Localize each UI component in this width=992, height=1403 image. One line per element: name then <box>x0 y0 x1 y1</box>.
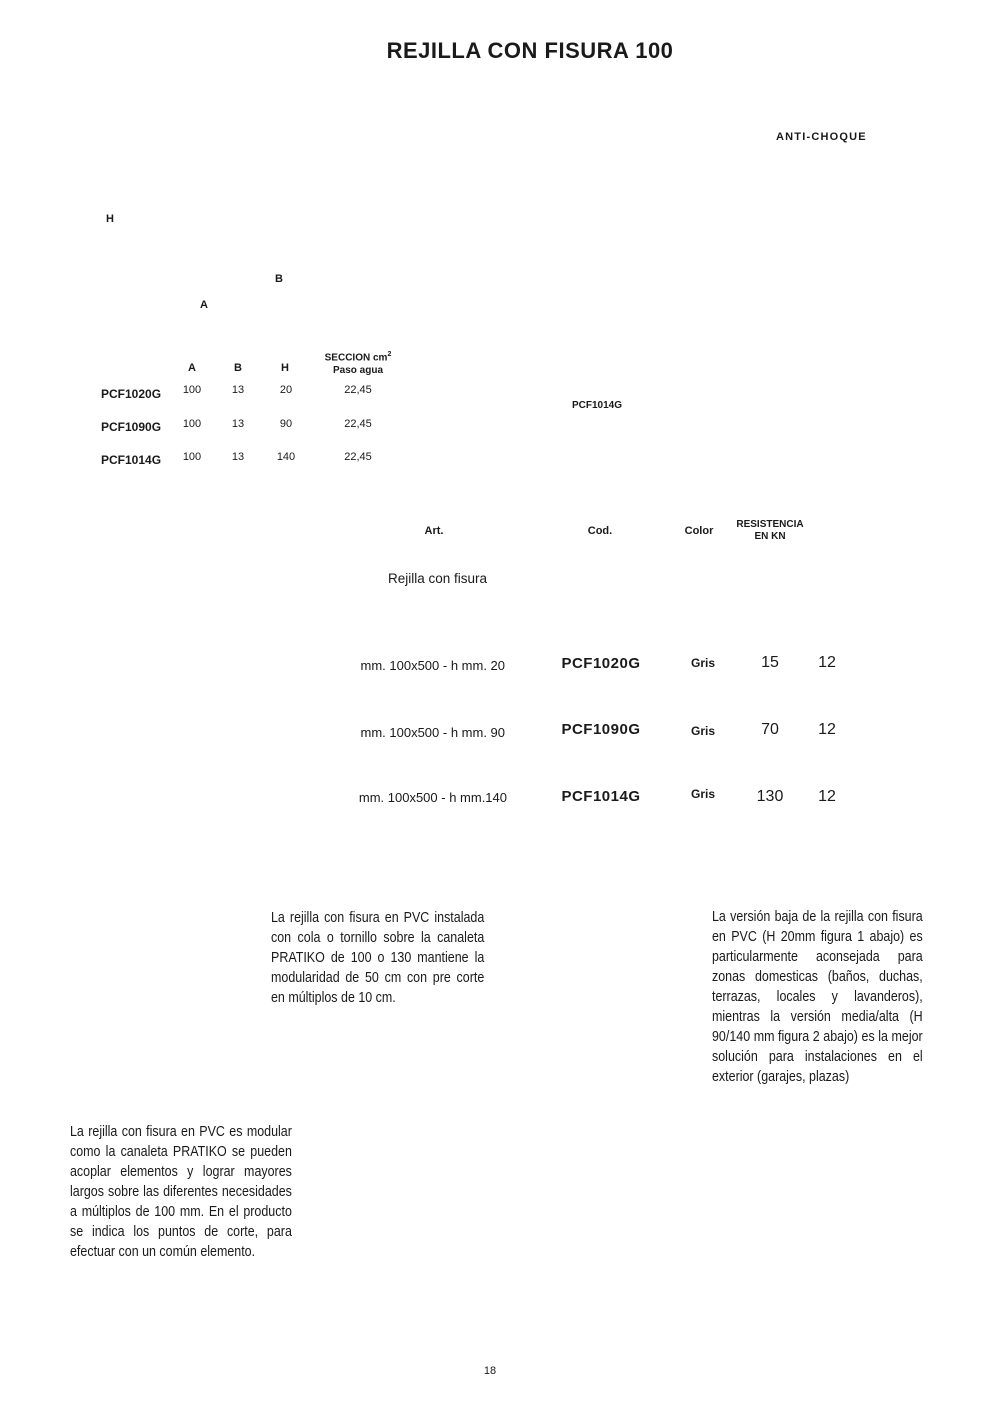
dim-row-section: 22,45 <box>344 418 372 430</box>
product-resistance: 15 <box>761 654 779 671</box>
dim-header-section-sup: 2 <box>387 351 392 358</box>
description-paragraph-left: La rejilla con fisura en PVC es modular como la canaleta PRATIKO se pueden acoplar elementos y lograr mayores largos sobre las diferentes necesidades a múltiplos de 100 mm. En el producto se indica los puntos de corte, para efectuar con un común elemento. <box>70 1124 292 1260</box>
diagram-label-h: H <box>106 213 114 225</box>
product-color: Gris <box>690 656 715 670</box>
dim-row-b: 13 <box>231 451 245 463</box>
dim-row-b: 13 <box>231 418 245 430</box>
diagram-label-a: A <box>200 299 208 311</box>
description-paragraph-right: La versión baja de la rejilla con fisura en PVC (H 20mm figura 1 abajo) es particularmente aconsejada para zonas domesticas (baños, duchas, terrazas, locales y lavanderos), mientras la versión media/alta (H 90/140 mm figura 2 abajo) es la mejor solución para instalaciones en el exterior (garajes, plazas) <box>712 909 923 1085</box>
dim-row-code: PCF1090G <box>101 420 162 434</box>
product-code: PCF1014G <box>561 788 641 805</box>
product-group-label: Rejilla con fisura <box>388 571 488 586</box>
dim-header-section-sub: Paso agua <box>332 365 384 377</box>
product-code: PCF1020G <box>561 655 641 672</box>
product-qty: 12 <box>818 654 836 671</box>
dim-row-section: 22,45 <box>344 384 372 396</box>
page-subtitle: ANTI-CHOQUE <box>776 131 867 143</box>
dim-header-b: B <box>234 362 242 374</box>
product-header-color: Color <box>684 525 714 537</box>
product-resistance: 130 <box>756 788 784 805</box>
product-qty: 12 <box>818 721 836 738</box>
dim-row-b: 13 <box>231 384 245 396</box>
dim-header-section <box>318 348 398 377</box>
page-number: 18 <box>483 1365 497 1377</box>
dim-row-a: 100 <box>182 384 202 396</box>
product-qty: 12 <box>818 788 836 805</box>
product-color: Gris <box>690 787 715 801</box>
product-header-resistance-2: EN KN <box>754 531 786 542</box>
dim-header-section-label: SECCION cm <box>324 352 388 364</box>
product-header-resistance-1: RESISTENCIA <box>736 519 804 530</box>
product-desc: mm. 100x500 - h mm.140 <box>358 790 507 805</box>
product-header-art: Art. <box>424 525 444 537</box>
dim-row-section: 22,45 <box>344 451 372 463</box>
dim-header-a: A <box>188 362 196 374</box>
product-header-resistance <box>730 519 810 543</box>
page-title: REJILLA CON FISURA 100 <box>386 38 674 63</box>
dim-row-h: 90 <box>279 418 293 430</box>
product-color: Gris <box>690 724 715 738</box>
product-code: PCF1090G <box>561 721 641 738</box>
dim-row-h: 140 <box>276 451 296 463</box>
product-header-cod: Cod. <box>587 525 613 537</box>
diagram-label-b: B <box>275 273 283 285</box>
dim-row-a: 100 <box>182 418 202 430</box>
product-desc: mm. 100x500 - h mm. 20 <box>360 658 505 673</box>
dim-row-code: PCF1020G <box>101 387 162 401</box>
dim-row-h: 20 <box>279 384 293 396</box>
product-resistance: 70 <box>761 721 779 738</box>
description-paragraph-center: La rejilla con fisura en PVC instalada con cola o tornillo sobre la canaleta PRATIKO de 100 o 130 mantiene la modularidad de 50 cm con pre corte en múltiplos de 10 cm. <box>271 910 485 1006</box>
figure-caption: PCF1014G <box>572 400 623 411</box>
dim-row-a: 100 <box>182 451 202 463</box>
dim-header-h: H <box>281 362 289 374</box>
product-desc: mm. 100x500 - h mm. 90 <box>360 725 505 740</box>
dim-row-code: PCF1014G <box>101 453 162 467</box>
